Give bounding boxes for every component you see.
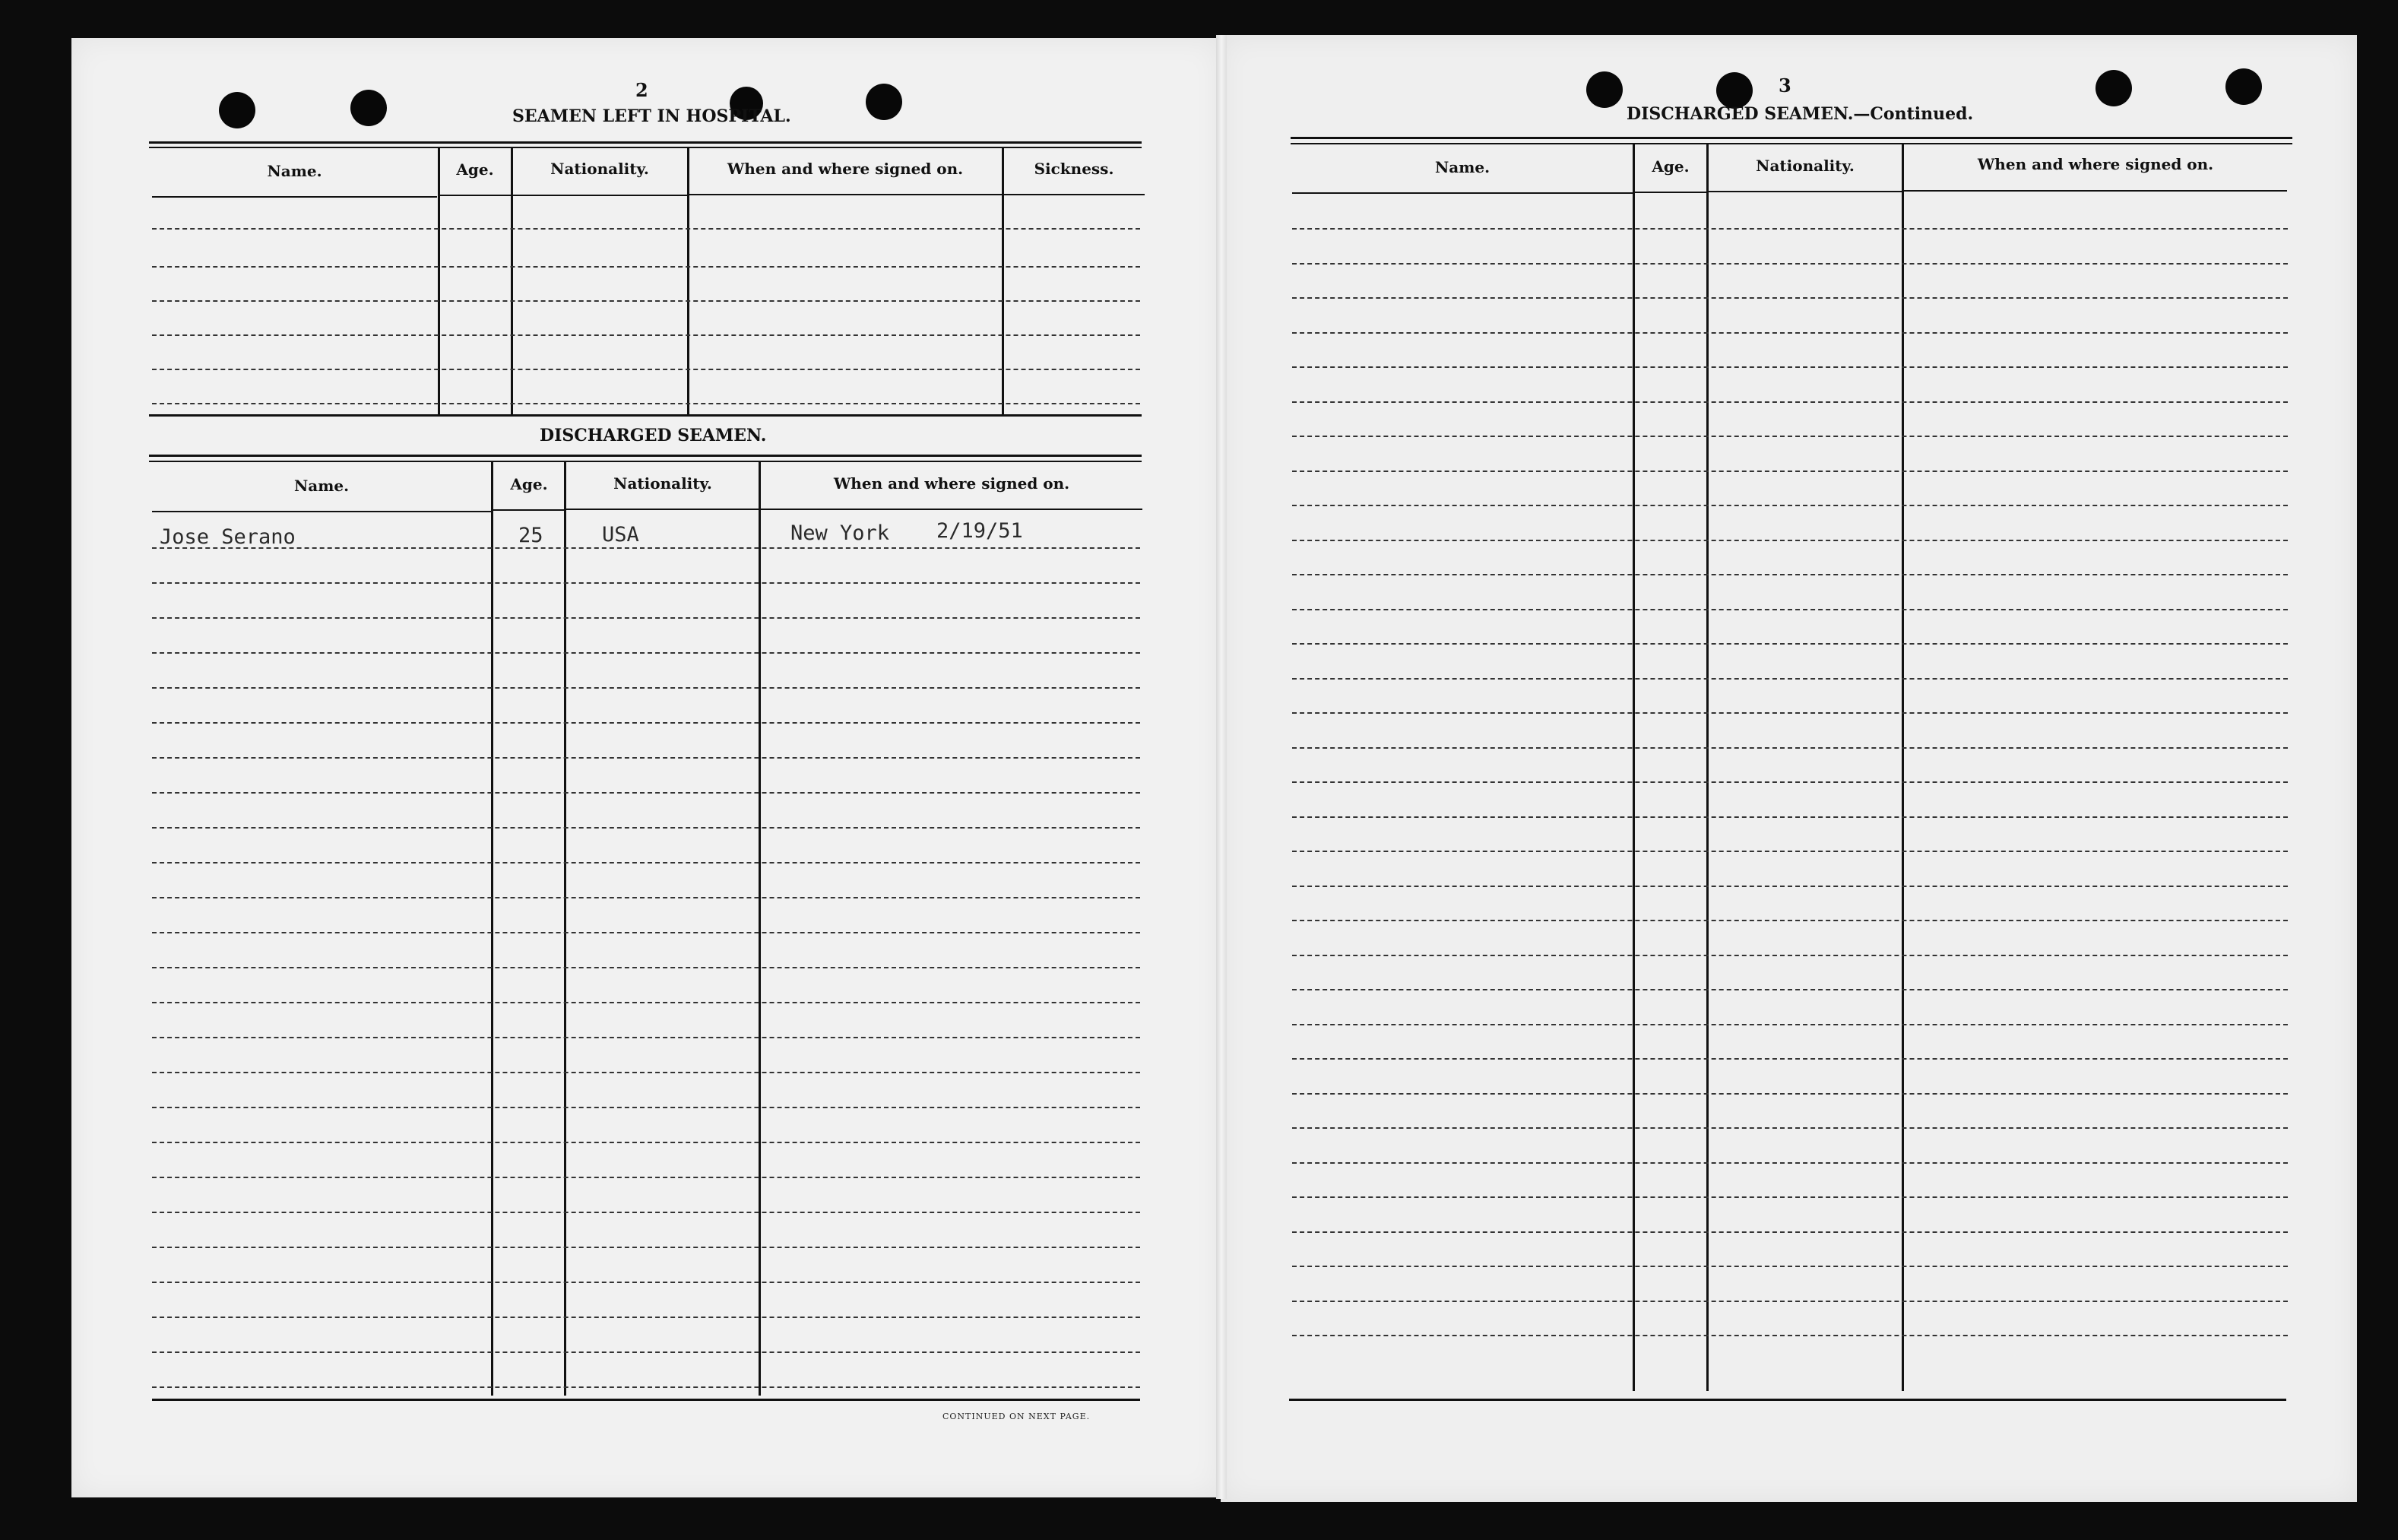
- dotted-row-line: [152, 932, 1140, 933]
- dotted-row-line: [1292, 1127, 2288, 1129]
- dotted-row-line: [1292, 401, 2288, 403]
- entry-name: Jose Serano: [160, 525, 296, 549]
- column-rule: [687, 147, 689, 414]
- rule-line: [149, 414, 1142, 417]
- rule-line: [1289, 1399, 2286, 1401]
- column-rule: [564, 461, 566, 1396]
- dotted-row-line: [152, 687, 1140, 689]
- hospital-section-title: SEAMEN LEFT IN HOSPITAL.: [512, 106, 791, 126]
- dotted-row-line: [1292, 643, 2288, 645]
- dotted-row-line: [1292, 436, 2288, 437]
- dotted-row-line: [152, 827, 1140, 829]
- dotted-row-line: [1292, 540, 2288, 541]
- dotted-row-line: [152, 1282, 1140, 1283]
- dotted-row-line: [1292, 332, 2288, 334]
- dotted-row-line: [1292, 366, 2288, 368]
- col-header-age: Age.: [1652, 157, 1690, 176]
- dotted-row-line: [152, 1037, 1140, 1038]
- dotted-row-line: [1292, 712, 2288, 714]
- punch-hole: [350, 90, 387, 126]
- dotted-row-line: [152, 1212, 1140, 1213]
- discharged-section-title: DISCHARGED SEAMEN.: [540, 426, 767, 445]
- dotted-row-line: [1292, 505, 2288, 506]
- dotted-row-line: [152, 1177, 1140, 1178]
- entry-nationality: USA: [602, 523, 639, 547]
- dotted-row-line: [1292, 574, 2288, 575]
- dotted-row-line: [152, 547, 1140, 549]
- dotted-row-line: [152, 722, 1140, 724]
- dotted-row-line: [152, 1072, 1140, 1073]
- dotted-row-line: [152, 617, 1140, 619]
- center-fold: [1216, 35, 1227, 1499]
- right-page-title: DISCHARGED SEAMEN.—Continued.: [1627, 104, 1974, 124]
- col-header-signed-on: When and where signed on.: [1977, 155, 2214, 173]
- dotted-row-line: [152, 897, 1140, 898]
- dotted-row-line: [1292, 609, 2288, 610]
- rule-line: [149, 141, 1142, 144]
- column-rule: [759, 461, 761, 1396]
- dotted-row-line: [152, 403, 1140, 404]
- dotted-row-line: [152, 369, 1140, 370]
- dotted-row-line: [1292, 955, 2288, 956]
- rule-line: [1291, 143, 2292, 144]
- dotted-row-line: [152, 1386, 1140, 1388]
- column-rule: [491, 461, 493, 1396]
- dotted-row-line: [1292, 1266, 2288, 1267]
- page-number: 3: [1779, 74, 1791, 97]
- punch-hole: [219, 92, 255, 128]
- dotted-row-line: [1292, 263, 2288, 265]
- rule-line: [1708, 191, 1902, 192]
- dotted-row-line: [1292, 920, 2288, 921]
- rule-line: [152, 1399, 1140, 1401]
- col-header-name: Name.: [293, 477, 350, 495]
- dotted-row-line: [1292, 747, 2288, 749]
- dotted-row-line: [1292, 1335, 2288, 1336]
- dotted-row-line: [1292, 989, 2288, 990]
- dotted-row-line: [1292, 471, 2288, 472]
- col-header-signed-on: When and where signed on.: [727, 160, 964, 178]
- rule-line: [152, 196, 437, 198]
- dotted-row-line: [1292, 228, 2288, 230]
- dotted-row-line: [1292, 1231, 2288, 1233]
- rule-line: [152, 511, 491, 512]
- rule-line: [566, 509, 759, 510]
- rule-line: [761, 509, 1142, 510]
- col-header-name: Name.: [1434, 158, 1490, 176]
- dotted-row-line: [152, 792, 1140, 794]
- dotted-row-line: [152, 1142, 1140, 1143]
- punch-hole: [2225, 68, 2262, 105]
- col-header-age: Age.: [510, 475, 548, 493]
- dotted-row-line: [1292, 297, 2288, 299]
- dotted-row-line: [152, 967, 1140, 968]
- dotted-row-line: [152, 652, 1140, 654]
- rule-line: [512, 195, 687, 196]
- col-header-signed-on: When and where signed on.: [833, 474, 1070, 493]
- continued-footer: CONTINUED ON NEXT PAGE.: [942, 1412, 1091, 1421]
- dotted-row-line: [1292, 886, 2288, 887]
- rule-line: [149, 455, 1142, 457]
- dotted-row-line: [1292, 1162, 2288, 1164]
- rule-line: [1292, 192, 1633, 194]
- dotted-row-line: [152, 334, 1140, 336]
- dotted-row-line: [152, 1002, 1140, 1003]
- dotted-row-line: [152, 300, 1140, 302]
- entry-place: New York: [790, 521, 890, 545]
- rule-line: [1003, 194, 1145, 195]
- rule-line: [1904, 190, 2287, 192]
- column-rule: [1706, 143, 1709, 1391]
- col-header-nationality: Nationality.: [613, 474, 712, 493]
- punch-hole: [1586, 71, 1623, 108]
- dotted-row-line: [152, 228, 1140, 230]
- dotted-row-line: [1292, 816, 2288, 818]
- dotted-row-line: [152, 1351, 1140, 1353]
- dotted-row-line: [152, 1247, 1140, 1248]
- rule-line: [149, 147, 1142, 148]
- col-header-sickness: Sickness.: [1034, 160, 1114, 178]
- punch-hole: [866, 84, 902, 120]
- entry-age: 25: [518, 524, 543, 547]
- col-header-nationality: Nationality.: [550, 160, 649, 178]
- dotted-row-line: [1292, 1301, 2288, 1302]
- dotted-row-line: [1292, 678, 2288, 680]
- col-header-name: Name.: [267, 162, 322, 180]
- rule-line: [439, 195, 511, 196]
- column-rule: [511, 147, 513, 414]
- entry-date: 2/19/51: [936, 519, 1023, 543]
- dotted-row-line: [1292, 1093, 2288, 1095]
- dotted-row-line: [152, 266, 1140, 268]
- right-page: [1221, 35, 2357, 1502]
- page-number: 2: [635, 79, 648, 101]
- dotted-row-line: [1292, 851, 2288, 852]
- rule-line: [493, 509, 565, 511]
- rule-line: [1291, 137, 2292, 139]
- dotted-row-line: [152, 582, 1140, 584]
- dotted-row-line: [1292, 1024, 2288, 1025]
- dotted-row-line: [152, 1317, 1140, 1318]
- dotted-row-line: [152, 1107, 1140, 1108]
- column-rule: [1633, 143, 1635, 1391]
- dotted-row-line: [1292, 1196, 2288, 1198]
- col-header-nationality: Nationality.: [1756, 157, 1855, 175]
- dotted-row-line: [152, 757, 1140, 759]
- column-rule: [1902, 143, 1904, 1391]
- column-rule: [438, 147, 440, 414]
- dotted-row-line: [1292, 1058, 2288, 1060]
- left-page: [71, 38, 1221, 1497]
- rule-line: [149, 461, 1142, 462]
- dotted-row-line: [1292, 781, 2288, 783]
- col-header-age: Age.: [456, 160, 494, 179]
- rule-line: [1635, 192, 1706, 193]
- punch-hole: [1716, 72, 1753, 109]
- column-rule: [1002, 147, 1004, 414]
- dotted-row-line: [152, 862, 1140, 863]
- punch-hole: [2095, 70, 2132, 106]
- rule-line: [689, 194, 1002, 195]
